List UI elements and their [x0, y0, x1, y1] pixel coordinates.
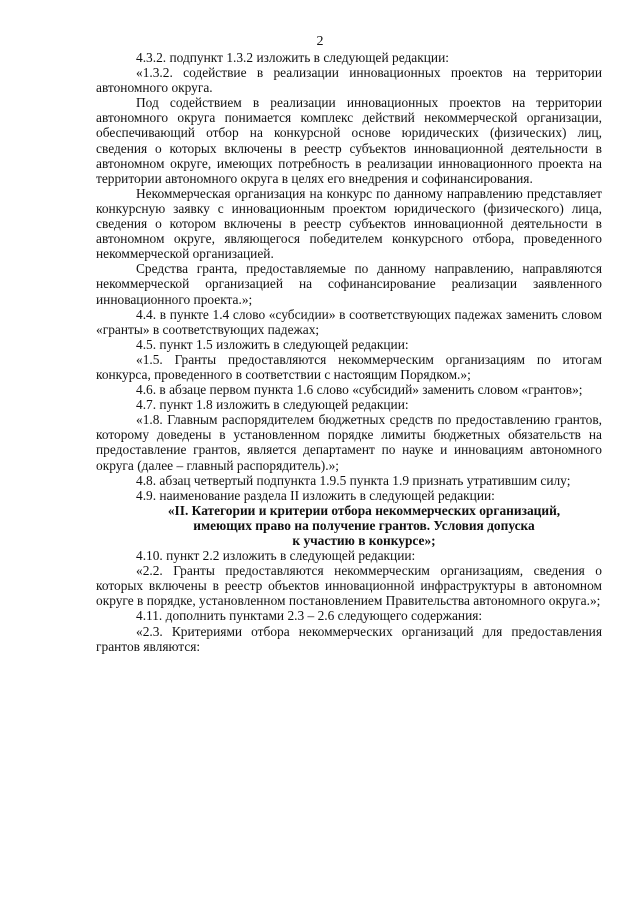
page-number: 2 — [316, 34, 324, 49]
paragraph: 4.4. в пункте 1.4 слово «субсидии» в соответствующих падежах заменить словом «гранты» в соответствующих падежах; — [96, 306, 602, 337]
paragraph: 4.7. пункт 1.8 изложить в следующей редакции: — [136, 397, 409, 413]
paragraph: 4.8. абзац четвертый подпункта 1.9.5 пункта 1.9 признать утратившим силу; — [136, 472, 571, 488]
section-heading-line: к участию в конкурсе»; — [292, 533, 436, 548]
paragraph: 4.9. наименование раздела II изложить в следующей редакции: — [136, 487, 495, 503]
paragraph: Средства гранта, предоставляемые по данному направлению, направляются некоммерческой организацией на софинансирование реализации заявленного инновационного проекта.»; — [96, 261, 602, 307]
paragraph: 4.10. пункт 2.2 изложить в следующей редакции: — [136, 548, 416, 564]
paragraph: 4.11. дополнить пунктами 2.3 – 2.6 следующего содержания: — [136, 608, 483, 624]
document-body — [96, 50, 602, 654]
paragraph: 4.3.2. подпункт 1.3.2 изложить в следующей редакции: — [136, 50, 449, 65]
paragraph: Некоммерческая организация на конкурс по данному направлению представляет конкурсную заявку с инновационным проектом юридического (физического) лица, сведения о котором включены в реестр субъектов инновационной деятельности в автономном округе, являющегося победителем конкурсного отбора, проведенного некоммерческой организацией. — [96, 185, 602, 262]
paragraph: 4.6. в абзаце первом пункта 1.6 слово «субсидий» заменить словом «грантов»; — [136, 382, 583, 398]
section-heading-line: «II. Категории и критерии отбора некоммерческих организаций, — [167, 502, 561, 518]
paragraph: 4.5. пункт 1.5 изложить в следующей редакции: — [136, 336, 409, 352]
paragraph: «1.8. Главным распорядителем бюджетных средств по предоставлению грантов, которому доведены в установленном порядке лимиты бюджетных обязательств на предоставление грантов, является департамент по науке и инновациям автономного округа (далее – главный распорядитель).»; — [96, 412, 602, 473]
paragraph: «1.5. Гранты предоставляются некоммерческим организациям по итогам конкурса, проведенного в соответствии с настоящим Порядком.»; — [96, 351, 602, 382]
paragraph: Под содействием в реализации инновационных проектов на территории автономного округа понимается комплекс действий некоммерческой организации, обеспечивающий отбор на конкурсной основе юридических (физических) лиц, сведения о которых включены в реестр субъектов инновационной деятельности в автономном округе, имеющих потребность в реализации инновационного проекта на территории автономного округа в целях его внедрения и софинансирования. — [96, 95, 602, 186]
section-heading — [96, 503, 602, 548]
paragraph: «1.3.2. содействие в реализации инновационных проектов на территории автономного округа. — [96, 65, 602, 96]
paragraph: «2.2. Гранты предоставляются некоммерческим организациям, сведения о которых включены в реестр объектов инновационной инфраструктуры в автономном округе в порядке, установленном постановлением Правительства автономного округа.»; — [96, 563, 602, 609]
section-heading-line: имеющих право на получение грантов. Условия допуска — [193, 517, 535, 533]
paragraph: «2.3. Критериями отбора некоммерческих организаций для предоставления грантов являются: — [96, 623, 602, 654]
